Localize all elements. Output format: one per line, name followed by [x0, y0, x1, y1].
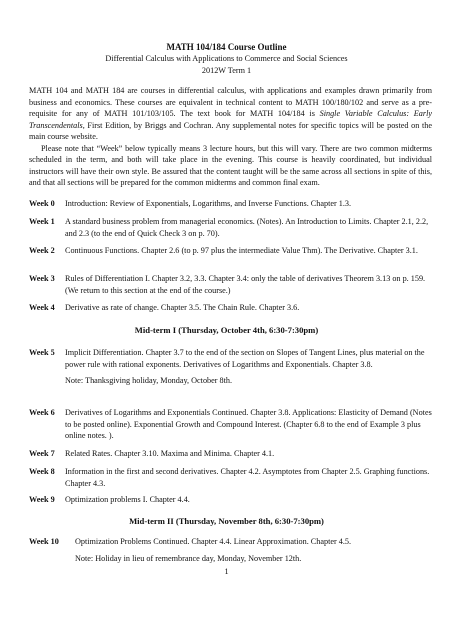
intro-text-a: MATH 104 and MATH 184 are courses in differential calculus, with applications and examples drawn primarily from business and economics. These courses are equivalent in technical content to MATH 100/180/102 and serve as a pre-requisite for any of MATH 101/103/105. The text book for MATH 104/184 is	[29, 86, 432, 118]
page-subtitle: Differential Calculus with Applications to Commerce and Social Sciences	[105, 54, 348, 63]
week-label: Week 3	[29, 274, 55, 283]
week-row	[29, 273, 432, 296]
week-row	[29, 302, 432, 314]
week-label: Week 10	[29, 537, 59, 546]
week-row	[29, 536, 432, 564]
week-text: Continuous Functions. Chapter 2.6 (to p. 97 plus the intermediate Value Thm). The Derivative. Chapter 3.1.	[65, 246, 418, 255]
intro-section	[29, 85, 432, 189]
week-text: Related Rates. Chapter 3.10. Maxima and Minima. Chapter 4.1.	[65, 449, 275, 458]
week-row	[29, 198, 432, 210]
week-text: Rules of Differentiation I. Chapter 3.2, 3.3. Chapter 3.4: only the table of derivatives Theorem 3.13 on p. 159. (We return to this section at the end of the course.)	[65, 274, 426, 295]
week-text: Information in the first and second derivatives. Chapter 4.2. Asymptotes from Chapter 2.5. Graphing functions. Chapter 4.3.	[65, 467, 430, 488]
week-text: Derivative as rate of change. Chapter 3.5. The Chain Rule. Chapter 3.6.	[65, 303, 300, 312]
page-title: MATH 104/184 Course Outline	[166, 42, 287, 52]
intro-text-b: , First Edition, by Briggs and Cochran. Any supplemental notes for specific topics will be posted on the main course website.	[29, 120, 432, 141]
week-text	[65, 347, 432, 387]
week-row	[29, 448, 432, 460]
week-label: Week 6	[29, 408, 55, 417]
week-label: Week 4	[29, 303, 55, 312]
term-label: 2012W Term 1	[201, 66, 252, 75]
week-row	[29, 407, 432, 442]
week-text: Optimization problems I. Chapter 4.4.	[65, 495, 190, 504]
page-number: 1	[224, 567, 229, 576]
week-label: Week 0	[29, 199, 55, 208]
week-label: Week 7	[29, 449, 55, 458]
week-row	[29, 245, 432, 257]
week-10-text: Optimization Problems Continued. Chapter 4.4. Linear Approximation. Chapter 4.5.	[75, 537, 352, 546]
week-label: Week 9	[29, 495, 55, 504]
week-note: Note: Holiday in lieu of remembrance day, Monday, November 12th.	[75, 553, 302, 563]
textbook-title: Single Variable Calculus: Early Transcendentals	[29, 109, 432, 130]
week-text: Derivatives of Logarithms and Exponentials Continued. Chapter 3.8. Applications: Elasticity of Demand (Notes to be posted online). Exponential Growth and Compound Interest. (Chapter 6.8 to the end of Example 3 plus online notes. ).	[65, 408, 432, 440]
midterm-2-heading: Mid-term II (Thursday, November 8th, 6:30-7:30pm)	[129, 516, 324, 526]
week-label: Week 1	[29, 217, 55, 226]
week-row	[29, 466, 432, 489]
intro-paragraph-2: Please note that “Week” below typically means 3 lecture hours, but this will vary. There are two common midterms scheduled in the term, and both will take place in the evening. This course is heavily coordinated, but individual instructors will have their own style. Be assured that the content taught will be the same across all sections in spite of this, and that all sections will be prepared for the common midterms and common final exam.	[29, 143, 432, 187]
week-row	[29, 494, 432, 506]
week-label: Week 8	[29, 467, 55, 476]
week-text: Introduction: Review of Exponentials, Logarithms, and Inverse Functions. Chapter 1.3.	[65, 199, 352, 208]
week-note: Note: Thanksgiving holiday, Monday, October 8th.	[65, 376, 233, 385]
week-5-text: Implicit Differentiation. Chapter 3.7 to the end of the section on Slopes of Tangent Lines, plus material on the power rule with rational exponents. Derivatives of Logarithms and Exponentials. Chapter 3.8.	[65, 348, 425, 369]
intro-paragraph-1	[29, 85, 432, 143]
week-text: A standard business problem from managerial economics. (Notes). An Introduction to Limits. Chapter 2.1, 2.2, and 2.3 (to the end of Quick Check 3 on p. 70).	[65, 217, 429, 238]
week-label: Week 2	[29, 246, 55, 255]
week-text	[75, 536, 432, 564]
week-row	[29, 347, 432, 387]
week-row	[29, 216, 432, 239]
week-label: Week 5	[29, 348, 55, 357]
midterm-1-heading: Mid-term I (Thursday, October 4th, 6:30-7:30pm)	[134, 325, 319, 335]
